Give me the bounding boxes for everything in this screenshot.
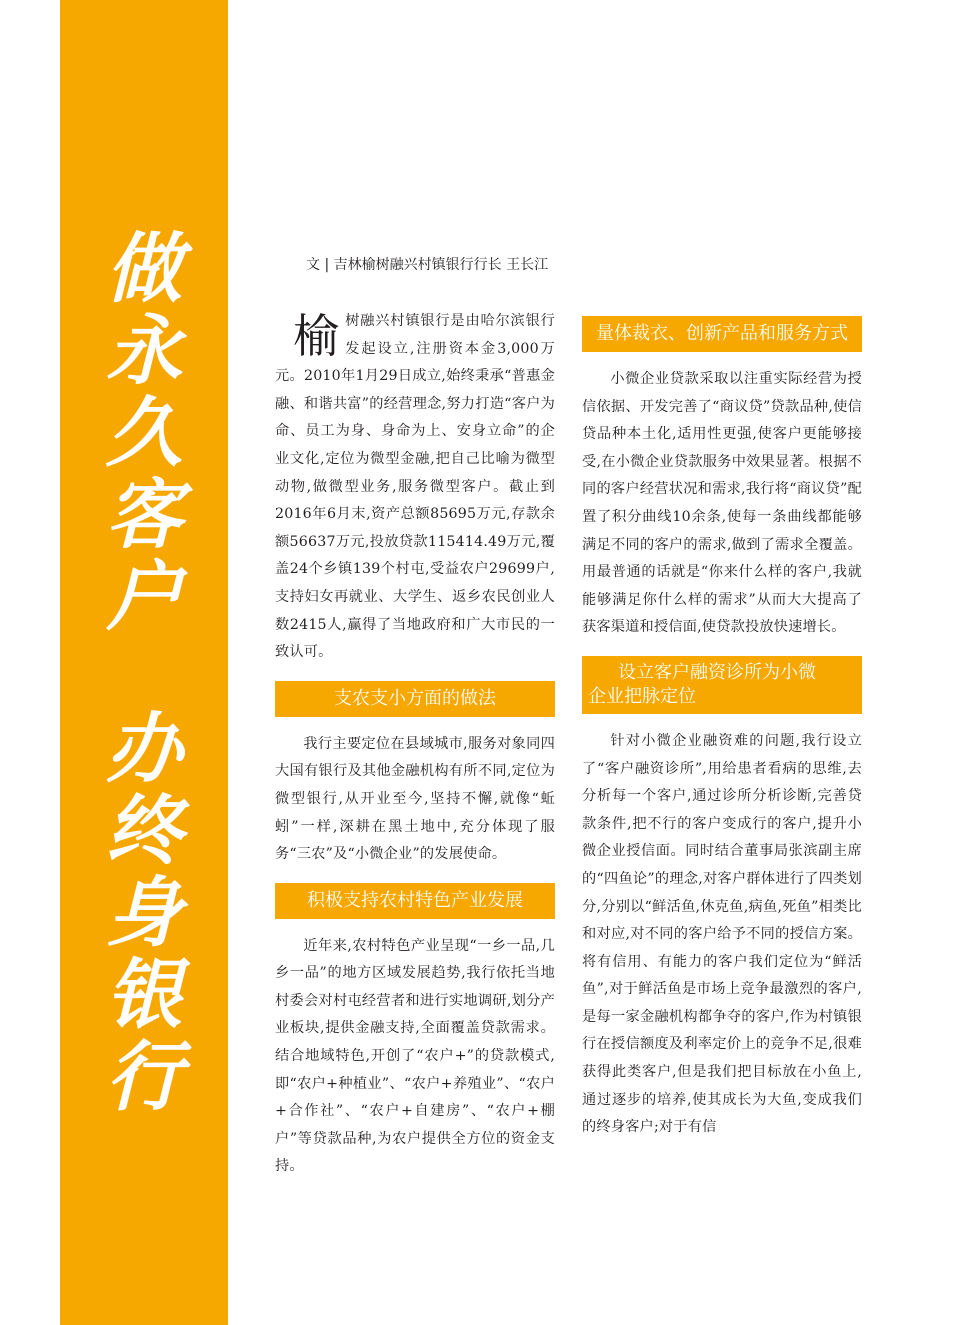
section-heading (582, 656, 862, 714)
section-heading: 量体裁衣、创新产品和服务方式 (582, 316, 862, 352)
left-column (275, 308, 555, 1181)
drop-cap: 榆 (293, 309, 340, 363)
intro-text: 树融兴村镇银行是由哈尔滨银行发起设立,注册资本金3,000万元。2010年1月29日成立,始终秉承“普惠金融、和谐共富”的经营理念,努力打造“客户为命、员工为身、身命为上、安身立命”的企业文化,定位为微型金融,把自己比喻为微型动物,做微型业务,服务微型客户。截止到2016年6月末,资产总额85695万元,存款余额56637万元,投放贷款115414.49万元,覆盖24个乡镇139个村屯,受益农户29699户,支持妇女再就业、大学生、返乡农民创业人数2415人,赢得了当地政府和广大市民的一致认可。 (275, 313, 555, 661)
title-char: 做 (106, 224, 182, 313)
title-char: 行 (106, 1032, 182, 1121)
title-char: 终 (106, 786, 182, 875)
title-char: 办 (106, 704, 182, 793)
right-column (582, 308, 862, 1142)
title-char: 身 (106, 868, 182, 957)
title-char: 户 (106, 552, 182, 641)
title-char: 久 (106, 388, 182, 477)
title-char: 银 (106, 950, 182, 1039)
title-char: 客 (106, 470, 182, 559)
body-paragraph: 近年来,农村特色产业呈现“一乡一品,几乡一品”的地方区域发展趋势,我行依托当地村委会对村屯经营者和进行实地调研,划分产业板块,提供金融支持,全面覆盖贷款需求。结合地域特色,开创了“农户+”的贷款模式,即“农户+种植业”、“农户+养殖业”、“农户+合作社”、“农户+自建房”、“农户+棚户”等贷款品种,为农户提供全方位的资金支持。 (275, 937, 555, 1175)
body-paragraph: 小微企业贷款采取以注重实际经营为授信依据、开发完善了“商议贷”贷款品种,使信贷品种本土化,适用性更强,使客户更能够接受,在小微企业贷款服务中效果显著。根据不同的客户经营状况和需求,我行将“商议贷”配置了积分曲线10余条,使每一条曲线都能够满足不同的客户的需求,做到了需求全覆盖。用最普通的话就是“你来什么样的客户,我就能够满足你什么样的需求”从而大大提高了获客渠道和授信面,使贷款投放快速增长。 (582, 371, 862, 636)
author-byline: 文 | 吉林榆树融兴村镇银行行长 王长江 (306, 257, 549, 273)
heading-line: 设立客户融资诊所为小微 (618, 661, 816, 683)
side-title-band (60, 0, 228, 1325)
section-heading: 积极支持农村特色产业发展 (275, 883, 555, 919)
vertical-title (60, 224, 228, 1121)
body-paragraph: 我行主要定位在县域城市,服务对象同四大国有银行及其他金融机构有所不同,定位为微型银行,从开业至今,坚持不懈,就像“蚯蚓”一样,深耕在黑土地中,充分体现了服务“三农”及“小微企业”的发展使命。 (275, 735, 555, 863)
intro-paragraph (275, 308, 555, 667)
body-paragraph: 针对小微企业融资难的问题,我行设立了“客户融资诊所”,用给患者看病的思维,去分析每一个客户,通过诊所分析诊断,完善贷款条件,把不行的客户变成行的客户,提升小微企业授信面。同时结合董事局张滨副主席的“四鱼论”的理念,对客户群体进行了四类划分,分别以“鲜活鱼,休克鱼,病鱼,死鱼”相类比和对应,对不同的客户给予不同的授信方案。将有信用、有能力的客户我们定位为“鲜活鱼”,对于鲜活鱼是市场上竞争最激烈的客户,是每一家金融机构都争夺的客户,作为村镇银行在授信额度及利率定价上的竞争不足,很难获得此类客户,但是我们把目标放在小鱼上,通过逐步的培养,使其成长为大鱼,变成我们的终身客户;对于有信 (582, 732, 862, 1136)
section-heading: 支农支小方面的做法 (275, 681, 555, 717)
heading-line: 企业把脉定位 (588, 685, 696, 707)
title-char: 永 (106, 306, 182, 395)
